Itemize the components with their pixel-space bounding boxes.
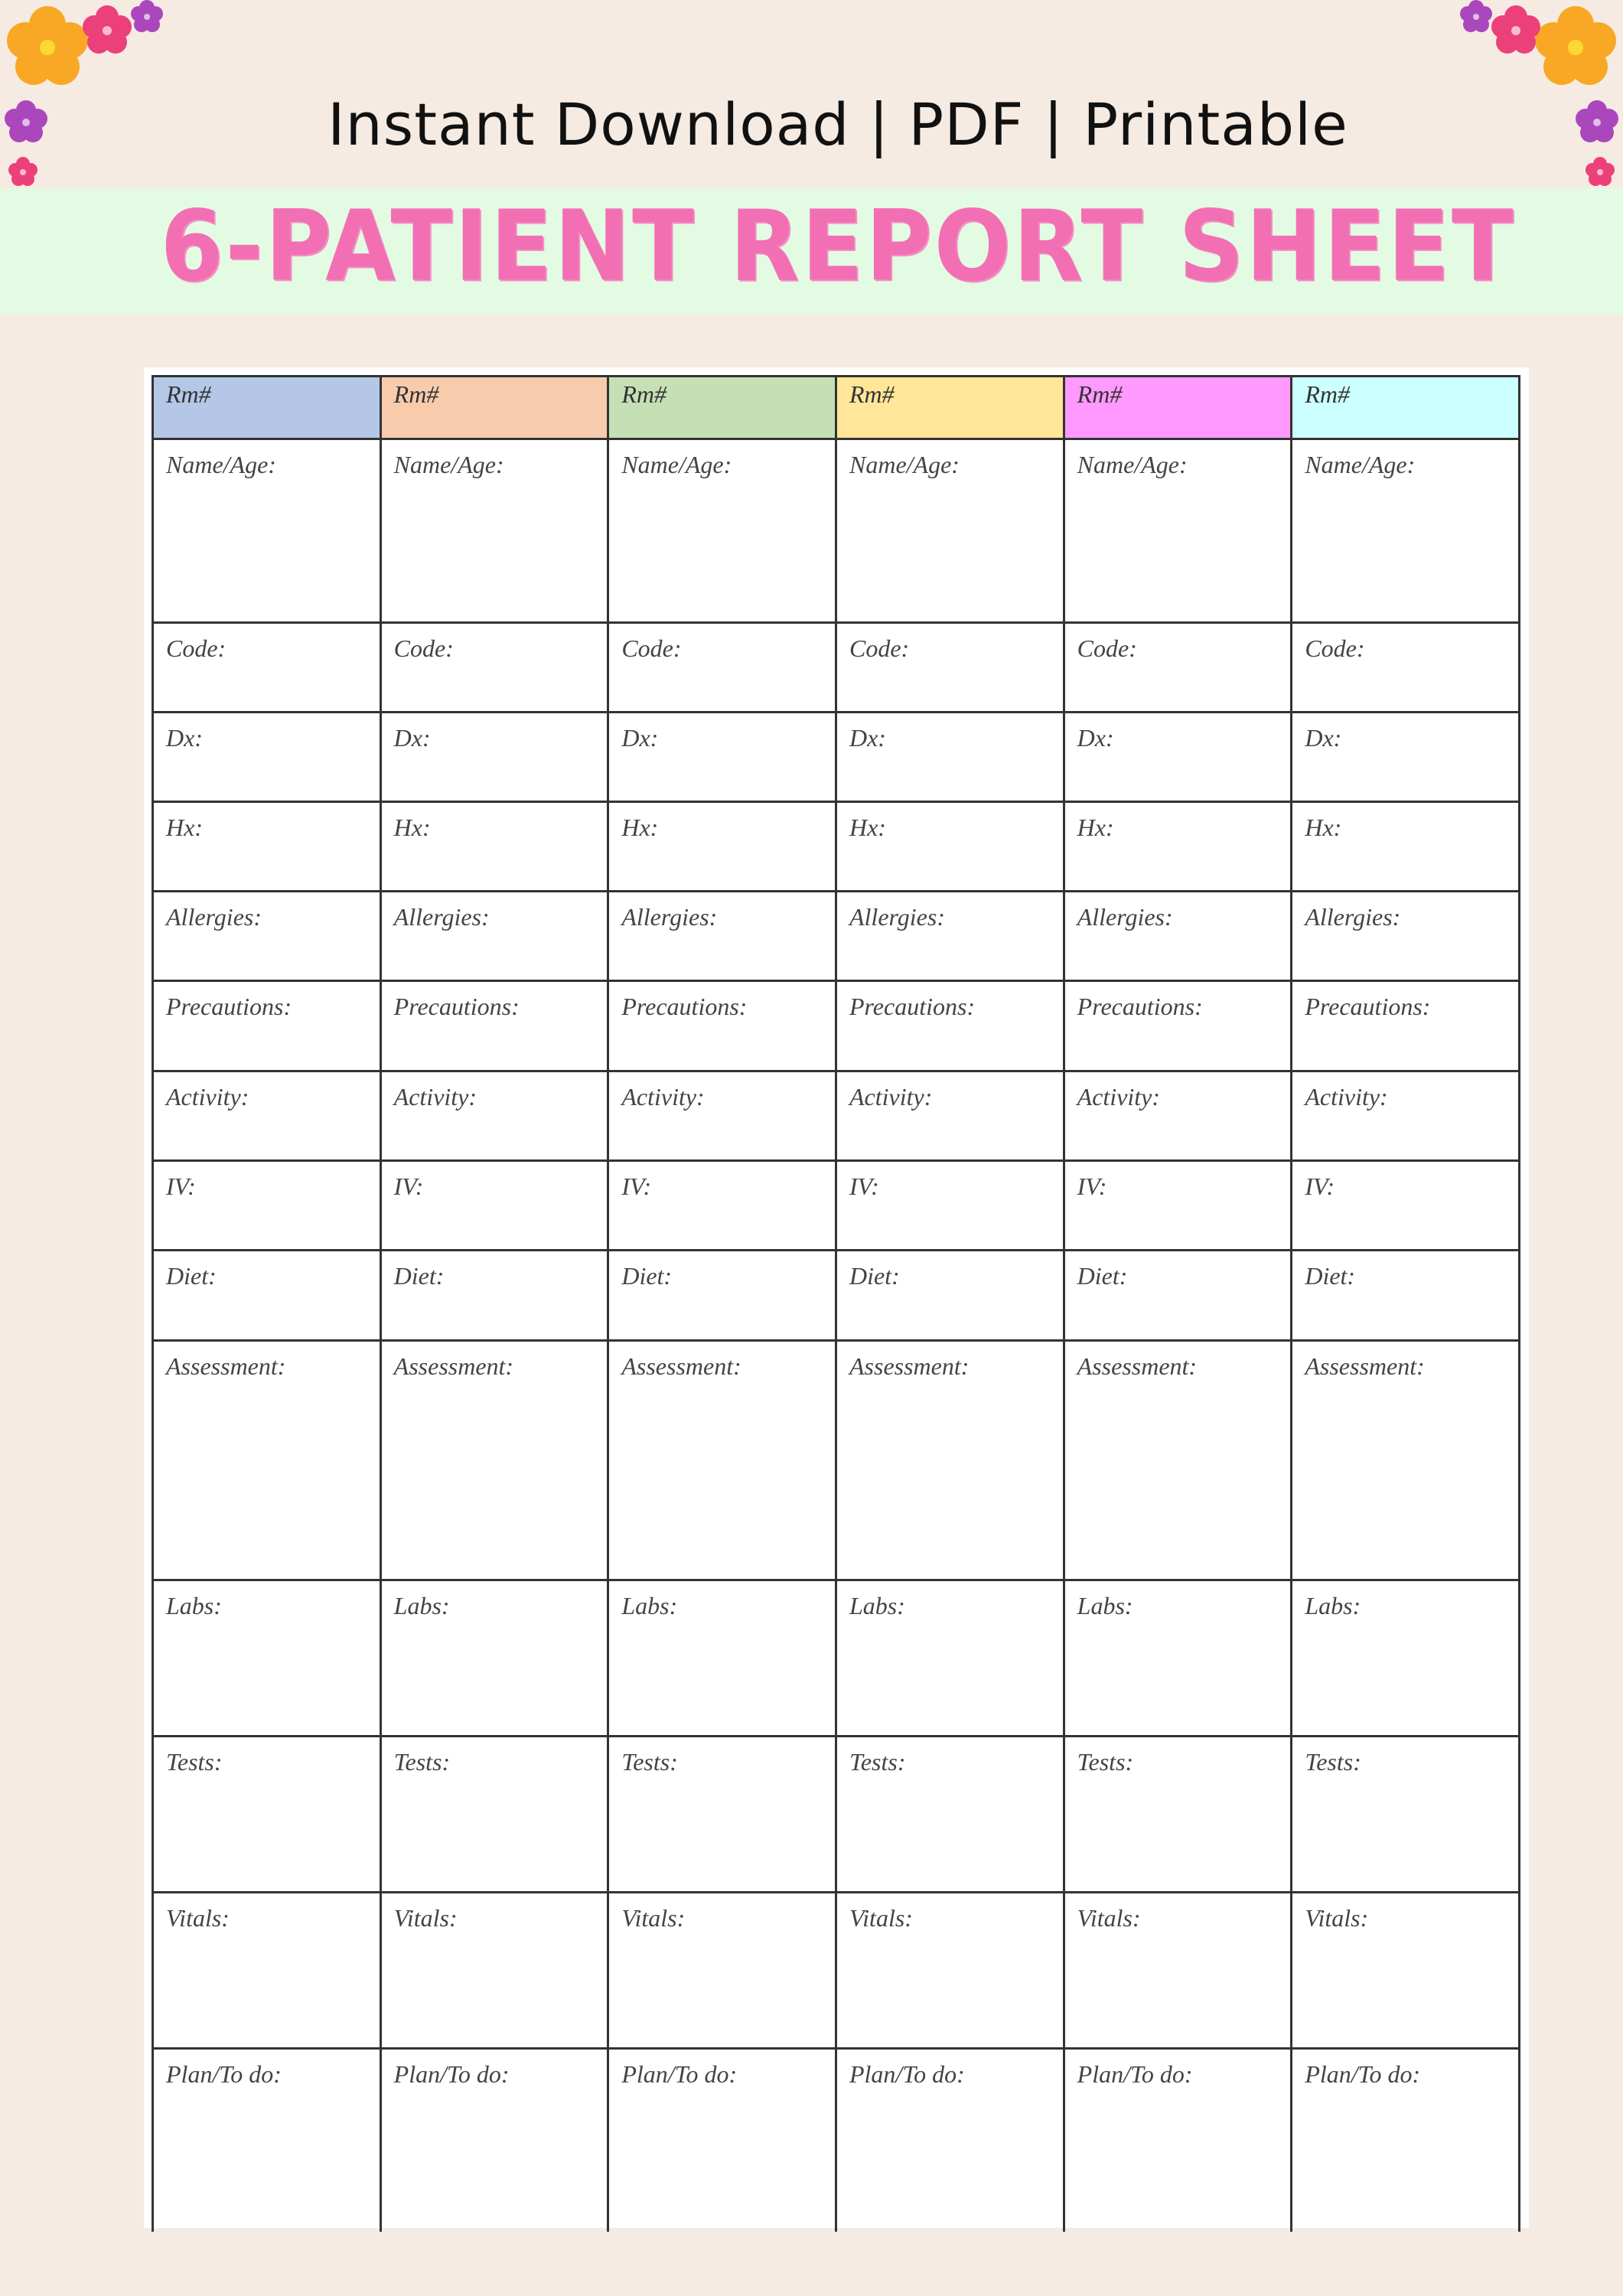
hibiscus-flower-icon (1535, 6, 1616, 85)
field-precautions: Precautions: (382, 982, 610, 1072)
field-hx: Hx: (382, 803, 610, 892)
field-labs: Labs: (837, 1581, 1065, 1737)
field-name-age: Name/Age: (1065, 440, 1293, 624)
field-tests: Tests: (837, 1737, 1065, 1893)
field-hx: Hx: (1292, 803, 1520, 892)
field-name-age: Name/Age: (154, 440, 382, 624)
field-allergies: Allergies: (609, 892, 837, 982)
field-labs: Labs: (1065, 1581, 1293, 1737)
hibiscus-flower-icon (83, 5, 132, 54)
field-iv: IV: (609, 1162, 837, 1251)
field-plan-to-do: Plan/To do: (837, 2050, 1065, 2232)
field-diet: Diet: (609, 1251, 837, 1342)
field-code: Code: (1292, 624, 1520, 713)
hibiscus-flower-icon (1491, 5, 1540, 54)
field-labs: Labs: (1292, 1581, 1520, 1737)
field-iv: IV: (1292, 1162, 1520, 1251)
field-tests: Tests: (382, 1737, 610, 1893)
field-iv: IV: (154, 1162, 382, 1251)
page-title: 6-PATIENT REPORT SHEET (160, 188, 1516, 303)
field-precautions: Precautions: (154, 982, 382, 1072)
field-assessment: Assessment: (609, 1342, 837, 1581)
hibiscus-flower-icon (8, 157, 37, 186)
field-precautions: Precautions: (1292, 982, 1520, 1072)
field-diet: Diet: (382, 1251, 610, 1342)
field-precautions: Precautions: (837, 982, 1065, 1072)
field-allergies: Allergies: (382, 892, 610, 982)
field-activity: Activity: (1292, 1072, 1520, 1162)
field-tests: Tests: (1292, 1737, 1520, 1893)
hibiscus-flower-icon (1460, 0, 1492, 32)
hibiscus-flower-icon (1586, 157, 1615, 186)
field-allergies: Allergies: (154, 892, 382, 982)
field-plan-to-do: Plan/To do: (1065, 2050, 1293, 2232)
field-assessment: Assessment: (1292, 1342, 1520, 1581)
field-dx: Dx: (609, 713, 837, 803)
room-number-header: Rm# (154, 377, 382, 440)
room-number-header: Rm# (382, 377, 610, 440)
field-vitals: Vitals: (1065, 1893, 1293, 2050)
field-allergies: Allergies: (1065, 892, 1293, 982)
field-diet: Diet: (1065, 1251, 1293, 1342)
field-assessment: Assessment: (382, 1342, 610, 1581)
field-hx: Hx: (1065, 803, 1293, 892)
report-sheet (144, 367, 1529, 2228)
field-activity: Activity: (1065, 1072, 1293, 1162)
room-number-header: Rm# (837, 377, 1065, 440)
field-tests: Tests: (154, 1737, 382, 1893)
field-precautions: Precautions: (609, 982, 837, 1072)
field-name-age: Name/Age: (609, 440, 837, 624)
field-diet: Diet: (154, 1251, 382, 1342)
field-dx: Dx: (382, 713, 610, 803)
field-code: Code: (154, 624, 382, 713)
field-hx: Hx: (609, 803, 837, 892)
field-vitals: Vitals: (609, 1893, 837, 2050)
room-number-header: Rm# (1292, 377, 1520, 440)
field-activity: Activity: (837, 1072, 1065, 1162)
field-code: Code: (609, 624, 837, 713)
field-dx: Dx: (837, 713, 1065, 803)
field-iv: IV: (837, 1162, 1065, 1251)
field-code: Code: (382, 624, 610, 713)
field-labs: Labs: (382, 1581, 610, 1737)
field-labs: Labs: (154, 1581, 382, 1737)
room-number-header: Rm# (609, 377, 837, 440)
field-assessment: Assessment: (154, 1342, 382, 1581)
field-activity: Activity: (609, 1072, 837, 1162)
room-number-header: Rm# (1065, 377, 1293, 440)
hibiscus-flower-icon (7, 6, 88, 85)
field-tests: Tests: (1065, 1737, 1293, 1893)
field-allergies: Allergies: (1292, 892, 1520, 982)
field-vitals: Vitals: (382, 1893, 610, 2050)
field-assessment: Assessment: (837, 1342, 1065, 1581)
field-name-age: Name/Age: (382, 440, 610, 624)
field-vitals: Vitals: (154, 1893, 382, 2050)
field-vitals: Vitals: (837, 1893, 1065, 2050)
field-diet: Diet: (1292, 1251, 1520, 1342)
field-iv: IV: (1065, 1162, 1293, 1251)
hibiscus-flower-icon (131, 0, 163, 32)
field-dx: Dx: (154, 713, 382, 803)
field-dx: Dx: (1065, 713, 1293, 803)
field-hx: Hx: (837, 803, 1065, 892)
field-plan-to-do: Plan/To do: (382, 2050, 610, 2232)
field-code: Code: (1065, 624, 1293, 713)
field-diet: Diet: (837, 1251, 1065, 1342)
field-plan-to-do: Plan/To do: (154, 2050, 382, 2232)
field-hx: Hx: (154, 803, 382, 892)
report-grid (152, 375, 1520, 2232)
field-dx: Dx: (1292, 713, 1520, 803)
field-allergies: Allergies: (837, 892, 1065, 982)
field-code: Code: (837, 624, 1065, 713)
field-labs: Labs: (609, 1581, 837, 1737)
field-tests: Tests: (609, 1737, 837, 1893)
field-vitals: Vitals: (1292, 1893, 1520, 2050)
field-precautions: Precautions: (1065, 982, 1293, 1072)
field-name-age: Name/Age: (837, 440, 1065, 624)
field-plan-to-do: Plan/To do: (609, 2050, 837, 2232)
field-activity: Activity: (154, 1072, 382, 1162)
field-activity: Activity: (382, 1072, 610, 1162)
field-plan-to-do: Plan/To do: (1292, 2050, 1520, 2232)
field-iv: IV: (382, 1162, 610, 1251)
field-assessment: Assessment: (1065, 1342, 1293, 1581)
banner-subtitle: Instant Download | PDF | Printable (328, 90, 1348, 158)
field-name-age: Name/Age: (1292, 440, 1520, 624)
